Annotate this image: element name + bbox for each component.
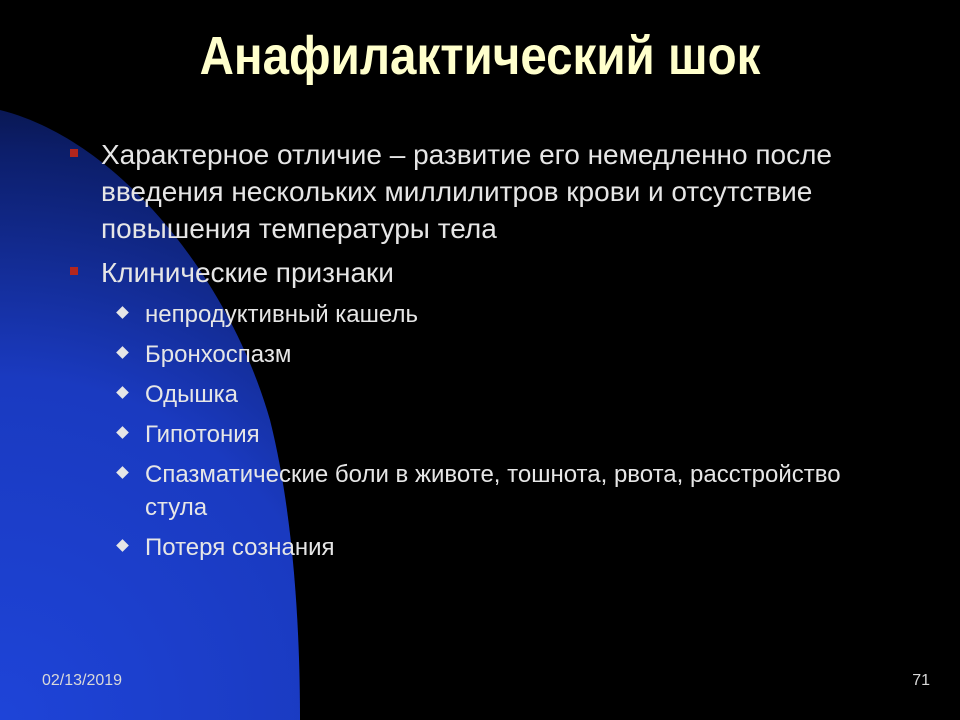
sub-bullet-text: Одышка: [145, 381, 239, 408]
sub-bullet-item: [117, 298, 868, 331]
square-bullet-icon: [70, 149, 78, 157]
bullet-text: Клинические признаки: [101, 257, 394, 288]
diamond-bullet-icon: [116, 386, 129, 399]
sub-bullet-text: Спазматические боли в животе, тошнота, рвота, расстройство стула: [145, 461, 841, 521]
sub-bullet-item: [117, 418, 868, 451]
sub-bullet-text: Потеря сознания: [145, 534, 335, 561]
sub-bullet-text: Бронхоспазм: [145, 341, 292, 368]
slide-body: [68, 136, 868, 571]
diamond-bullet-icon: [116, 466, 129, 479]
footer-date: 02/13/2019: [42, 672, 123, 689]
diamond-bullet-icon: [116, 539, 129, 552]
sub-bullet-item: [117, 531, 868, 564]
footer-page-number: 71: [912, 672, 930, 689]
square-bullet-icon: [70, 267, 78, 275]
diamond-bullet-icon: [116, 306, 129, 319]
sub-bullet-text: непродуктивный кашель: [145, 301, 418, 328]
slide-title: Анафилактический шок: [199, 26, 761, 86]
bullet-item: [68, 254, 868, 291]
bullet-text: Характерное отличие – развитие его немедленно после введения нескольких миллилитров крови и отсутствие повышения температуры тела: [101, 139, 833, 244]
sub-bullet-item: [117, 458, 868, 524]
sub-bullet-text: Гипотония: [145, 421, 260, 448]
bullet-item: [68, 136, 868, 247]
diamond-bullet-icon: [116, 426, 129, 439]
sub-bullet-item: [117, 338, 868, 371]
diamond-bullet-icon: [116, 346, 129, 359]
sub-bullet-item: [117, 378, 868, 411]
